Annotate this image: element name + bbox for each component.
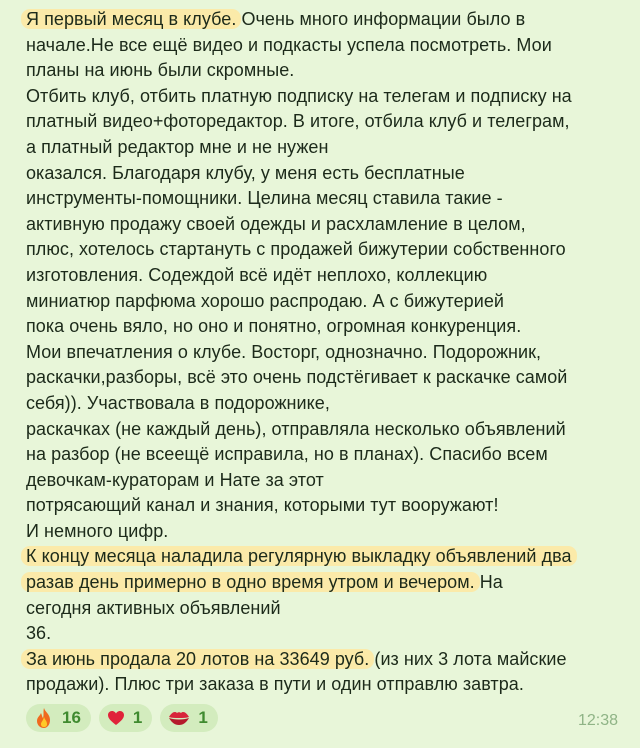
text-segment: потрясающий канал и знания, которыми тут вооружают! xyxy=(26,495,499,516)
text-segment: активную продажу своей одежды и расхламление в целом, xyxy=(26,213,526,234)
text-segment: продажи). Плюс три заказа в пути и один отправлю завтра. xyxy=(26,674,524,695)
reaction-count: 1 xyxy=(132,708,143,727)
text-segment: планы на июнь были скромные. xyxy=(26,60,295,81)
text-segment: себя)). Участвовала в подорожнике, xyxy=(26,392,330,413)
text-segment: раскачках (не каждый день), отправляла несколько объявлений xyxy=(26,418,566,439)
text-segment: пока очень вяло, но оно и понятно, огромная конкуренция. xyxy=(26,316,522,337)
text-segment: начале.Не все ещё видео и подкасты успела посмотреть. Мои xyxy=(26,34,552,55)
text-segment: миниатюр парфюма хорошо распродаю. А с бижутерией xyxy=(26,290,504,311)
text-segment: сегодня активных объявлений xyxy=(26,597,281,618)
fire-icon xyxy=(34,707,54,729)
text-segment: Отбить клуб, отбить платную подписку на телегам и подписку на xyxy=(26,85,572,106)
highlighted-text: За июнь продала 20 лотов на 33649 руб. xyxy=(21,649,374,669)
text-segment: Мои впечатления о клубе. Восторг, однозначно. Подорожник, xyxy=(26,341,542,362)
highlighted-text: разав день примерно в одно время утром и вечером. xyxy=(21,572,480,592)
reaction-heart[interactable] xyxy=(99,704,152,732)
reaction-count: 16 xyxy=(62,708,81,727)
heart-icon xyxy=(107,710,125,726)
text-segment: 36. xyxy=(26,623,52,644)
reaction-fire[interactable] xyxy=(26,704,91,732)
message-time: 12:38 xyxy=(577,712,618,729)
text-segment: Очень много информации было в xyxy=(236,9,526,29)
text-segment: На xyxy=(474,572,503,593)
text-segment: изготовления. Содеждой всё идёт неплохо, коллекцию xyxy=(26,264,488,285)
text-segment: оказался. Благодаря клубу, у меня есть бесплатные xyxy=(26,162,465,183)
text-segment: на разбор (не всеещё исправила, но в планах). Спасибо всем xyxy=(26,444,548,465)
text-segment: девочкам-кураторам и Нате за этот xyxy=(26,469,324,490)
text-segment: (из них 3 лота майские xyxy=(369,648,567,669)
reactions-bar xyxy=(26,704,218,732)
highlighted-text: Я первый месяц в клубе. xyxy=(21,9,241,29)
text-segment: инструменты-помощники. Целина месяц ставила такие - xyxy=(26,188,503,209)
text-segment: платный видео+фоторедактор. В итоге, отбила клуб и телеграм, xyxy=(26,111,570,132)
text-segment: раскачки,разборы, всё это очень подстёгивает к раскачке самой xyxy=(26,367,568,388)
lips-icon xyxy=(168,710,190,726)
text-segment: плюс, хотелось стартануть с продажей бижутерии собственного xyxy=(26,239,566,260)
message-text xyxy=(26,7,614,698)
highlighted-text: К концу месяца наладила регулярную выкладку объявлений два xyxy=(21,546,577,566)
reaction-count: 1 xyxy=(198,708,208,727)
text-segment: а платный редактор мне и не нужен xyxy=(26,136,329,157)
reaction-lips[interactable] xyxy=(160,704,217,732)
text-segment: И немного цифр. xyxy=(26,520,169,541)
